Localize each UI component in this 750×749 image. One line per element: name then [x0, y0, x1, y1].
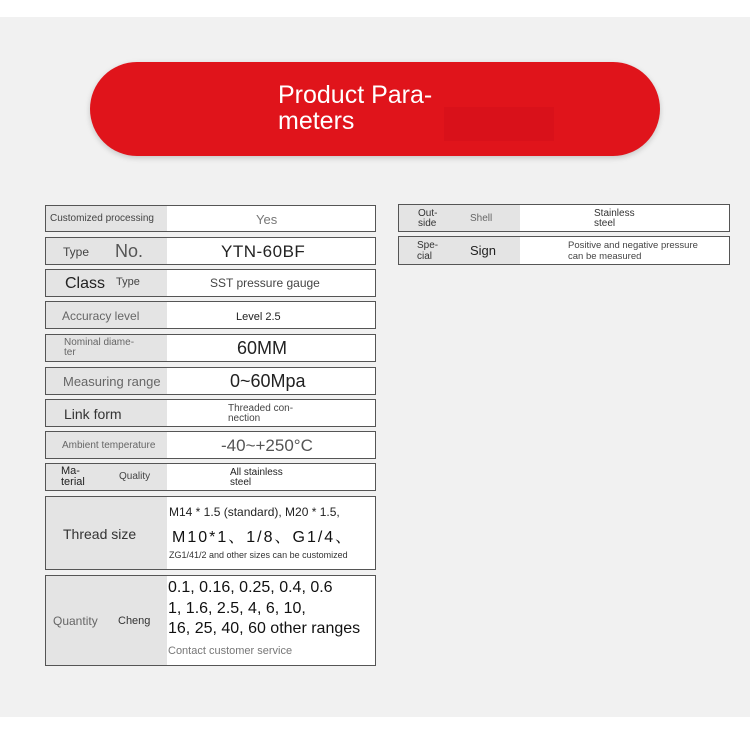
row-value-line2: steel — [594, 218, 616, 229]
row-value-line1: 0.1, 0.16, 0.25, 0.4, 0.6 — [168, 579, 333, 596]
row-value-line1: All stainless — [230, 467, 283, 478]
row-value-line1: M14 * 1.5 (standard), M20 * 1.5, — [169, 505, 340, 519]
row-ambient-temperature — [45, 431, 376, 459]
row-label: Quantity — [53, 614, 98, 628]
row-value-line1: Threaded con- — [228, 403, 294, 414]
row-label: Ambient temperature — [62, 440, 156, 451]
row-label — [61, 466, 85, 488]
row-label: Class — [65, 275, 106, 292]
row-measuring-range — [45, 367, 376, 395]
row-thread-size — [45, 496, 376, 570]
row-label-line1: Out- — [418, 208, 438, 219]
title-banner — [90, 62, 660, 156]
row-value-line3: 16, 25, 40, 60 other ranges — [168, 620, 361, 637]
row-label-secondary: Cheng — [118, 615, 151, 627]
row-link-form — [45, 399, 376, 427]
row-value: 0~60Mpa — [230, 371, 306, 391]
row-value-line4: Contact customer service — [168, 645, 293, 657]
page-title — [278, 82, 432, 134]
row-value: Level 2.5 — [236, 311, 281, 323]
row-material-quality — [45, 463, 376, 491]
row-value — [230, 468, 283, 488]
row-nominal-diameter — [45, 334, 376, 362]
row-value: YTN-60BF — [221, 242, 306, 261]
row-label-line1: Ma- — [61, 465, 80, 477]
row-label: Type — [63, 245, 90, 259]
row-outside-shell — [398, 204, 730, 232]
row-label-line2: ter — [64, 347, 76, 358]
row-value-line2: 1, 1.6, 2.5, 4, 6, 10, — [168, 600, 306, 617]
banner-accent — [444, 107, 554, 141]
page-title-line1: Product Para- — [278, 81, 433, 109]
row-accuracy-level — [45, 301, 376, 329]
row-label-line2: side — [418, 218, 437, 229]
row-label — [418, 209, 437, 229]
row-quantity-range — [45, 575, 376, 666]
row-value-line2: steel — [230, 477, 252, 488]
row-class-type — [45, 269, 376, 297]
row-type-no — [45, 237, 376, 265]
row-label-line2: cial — [417, 251, 433, 262]
row-label: Measuring range — [63, 374, 161, 389]
row-value-line2: M10*1、1/8、G1/4、 — [172, 529, 354, 546]
row-label-secondary: Sign — [470, 243, 497, 258]
row-label: Accuracy level — [62, 309, 140, 323]
row-value-line1: Stainless — [594, 208, 635, 219]
row-value — [594, 209, 635, 229]
row-label: Thread size — [63, 526, 137, 542]
row-value: SST pressure gauge — [210, 276, 320, 290]
row-label — [64, 338, 134, 358]
row-value: -40~+250°C — [221, 436, 313, 455]
row-value-line2: can be measured — [568, 251, 642, 262]
row-special-sign — [398, 236, 730, 265]
row-value — [228, 404, 293, 424]
row-label: Link form — [64, 406, 122, 422]
row-label: Customized processing — [50, 213, 154, 224]
row-label-secondary: Shell — [470, 213, 493, 224]
row-label-line1: Nominal diame- — [64, 337, 135, 348]
row-label-line1: Spe- — [417, 240, 439, 251]
row-value-line3: ZG1/41/2 and other sizes can be customized — [169, 550, 348, 560]
row-customized-processing — [45, 205, 376, 232]
row-label-secondary: No. — [115, 241, 144, 261]
row-value: Yes — [256, 212, 278, 227]
row-value: 60MM — [237, 338, 288, 358]
row-value-line2: nection — [228, 413, 261, 424]
row-label — [417, 240, 438, 262]
row-value — [568, 240, 698, 262]
page-title-line2: meters — [278, 107, 355, 135]
row-label-secondary: Quality — [119, 471, 151, 482]
row-label-line2: terial — [61, 476, 85, 488]
row-value-line1: Positive and negative pressure — [568, 240, 698, 251]
row-label-secondary: Type — [116, 276, 140, 288]
